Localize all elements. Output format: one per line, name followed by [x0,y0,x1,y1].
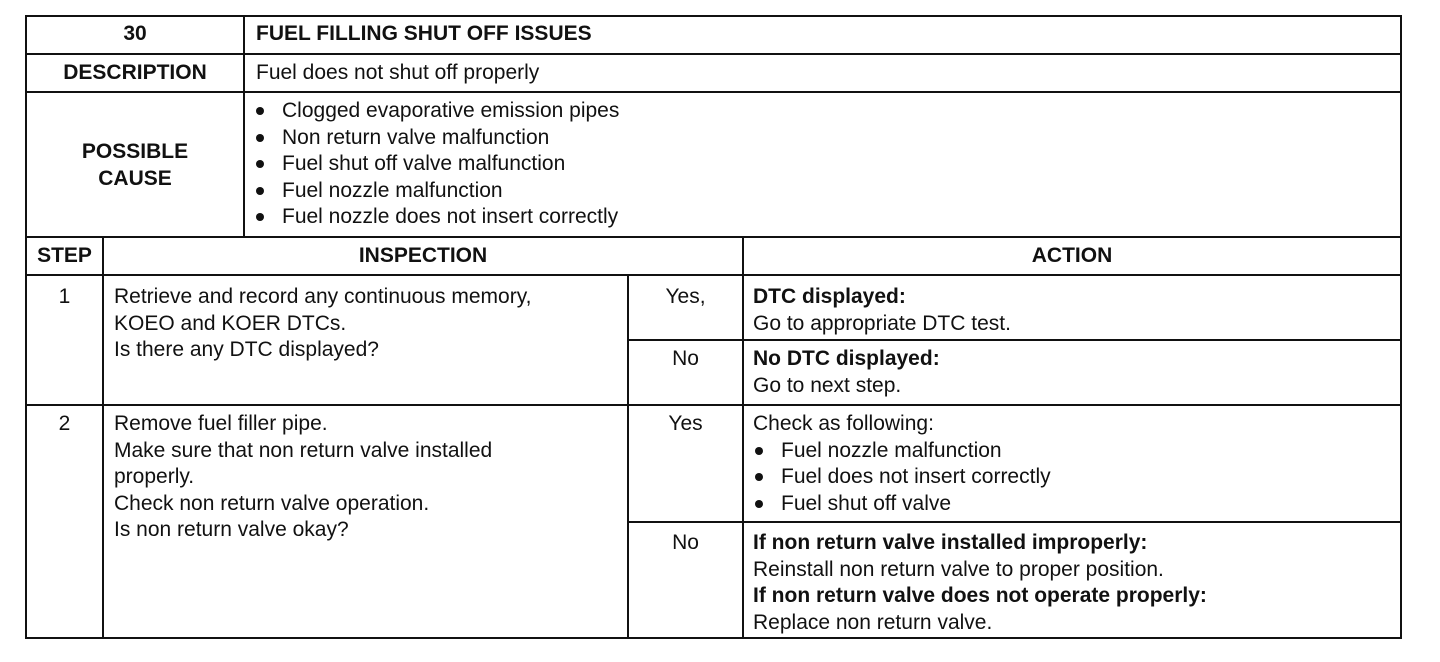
col-divider [742,236,744,638]
row-divider [25,404,1402,406]
yes-label: Yes [668,412,703,435]
no-action: If non return valve installed improperly: Reinstall non return valve to proper position. If non return valve does not operate properly: Replace non return valve. [753,531,1207,634]
list-item: Fuel shut off valve [751,491,1051,518]
list-item: Fuel nozzle malfunction [252,178,619,205]
step-column-header: STEP [37,244,92,267]
table-border-left [25,15,27,639]
row-divider [25,53,1402,55]
step-number: 1 [58,285,71,308]
description-label: DESCRIPTION [63,61,207,84]
step-inspection: Retrieve and record any continuous memory, KOEO and KOER DTCs. Is there any DTC displayed? [114,285,532,361]
possible-cause-label: POSSIBLE CAUSE [81,140,189,190]
yes-action: Check as following: Fuel nozzle malfunction Fuel does not insert correctly Fuel shut off valve [753,411,1051,517]
col-divider [243,15,245,237]
list-item: Non return valve malfunction [252,125,619,152]
step-number: 2 [58,412,71,435]
inspection-column-header: INSPECTION [358,244,488,267]
step-inspection: Remove fuel filler pipe. Make sure that non return valve installed properly. Check non return valve operation. Is non return valve okay? [114,412,493,541]
yes-action-list [751,438,1051,518]
procedure-title: FUEL FILLING SHUT OFF ISSUES [256,22,592,45]
table-border-bottom [25,637,1402,639]
yes-label: Yes, [665,285,706,308]
no-label: No [672,531,699,554]
procedure-number: 30 [123,22,147,45]
table-border-right [1400,15,1402,639]
no-action: No DTC displayed: Go to next step. [753,347,940,397]
list-item: Fuel nozzle does not insert correctly [252,204,619,231]
col-divider [627,274,629,638]
table-border-top [25,15,1402,17]
action-column-header: ACTION [1031,244,1113,267]
list-item: Fuel does not insert correctly [751,464,1051,491]
description-text: Fuel does not shut off properly [256,61,540,84]
list-item: Clogged evaporative emission pipes [252,98,619,125]
list-item: Fuel shut off valve malfunction [252,151,619,178]
possible-cause-list [252,98,619,231]
col-divider [102,236,104,638]
row-divider [25,274,1402,276]
row-divider [25,236,1402,238]
list-item: Fuel nozzle malfunction [751,438,1051,465]
no-label: No [672,347,699,370]
row-divider [25,91,1402,93]
yes-action: DTC displayed: Go to appropriate DTC test. [753,285,1011,335]
